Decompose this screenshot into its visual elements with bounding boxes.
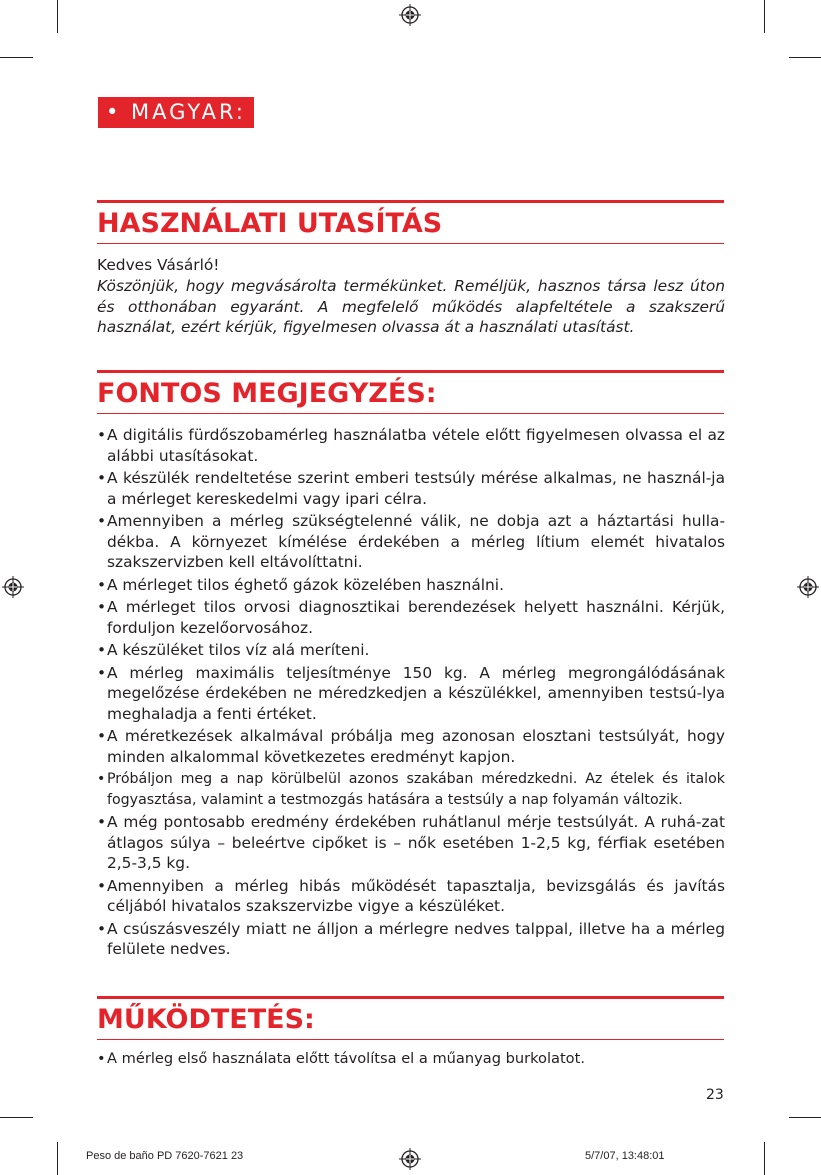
list-item: • A készüléket tilos víz alá meríteni. xyxy=(97,640,725,661)
section-rule xyxy=(97,370,724,373)
page-number: 23 xyxy=(706,1087,724,1103)
section-rule xyxy=(97,200,724,203)
instructions-heading: HASZNÁLATI UTASÍTÁS xyxy=(97,208,443,239)
crop-mark xyxy=(764,1142,765,1175)
list-item: • Próbáljon meg a nap körülbelül azonos szakában méredzkedni. Az ételek és italok fogyasztása, valamint a testmozgás hatására a testsúly a nap folyamán változik. xyxy=(97,769,725,810)
section-rule xyxy=(97,1039,724,1040)
intro-paragraph: Köszönjük, hogy megvásárolta termékünket. Reméljük, hasznos társa lesz úton és otthonában egyaránt. A megfelelő működés alapfeltétele a szakszerű használat, ezért kérjük, figyelmesen olvassa át a használati utasítást. xyxy=(97,277,725,336)
list-item: • A mérleget tilos orvosi diagnosztikai berendezések helyett használni. Kérjük, forduljon kezelőorvosához. xyxy=(97,597,725,638)
language-tag: • MAGYAR: xyxy=(98,97,254,128)
registration-mark-icon xyxy=(2,576,24,598)
list-item: • A készülék rendeltetése szerint emberi testsúly mérése alkalmas, ne használ-ja a mérleget kereskedelmi vagy ipari célra. xyxy=(97,468,725,509)
crop-mark xyxy=(789,1117,821,1118)
registration-mark-icon xyxy=(797,576,819,598)
list-item: • A mérleget tilos éghető gázok közelében használni. xyxy=(97,575,725,596)
footer-timestamp: 5/7/07, 13:48:01 xyxy=(585,1150,665,1162)
crop-mark xyxy=(0,57,33,58)
section-rule xyxy=(97,243,724,244)
list-item: • Amennyiben a mérleg hibás működését tapasztalja, bevizsgálás és javítás céljából hivatalos szakszervizbe vigye a készüléket. xyxy=(97,876,725,917)
list-item: • A még pontosabb eredmény érdekében ruhátlanul mérje testsúlyát. A ruhá-zat átlagos súlya – beleértve cipőket is – nők esetében 1-2,5 kg, férfiak esetében 2,5-3,5 kg. xyxy=(97,812,725,874)
important-list xyxy=(97,425,725,962)
crop-mark xyxy=(57,1142,58,1175)
crop-mark xyxy=(57,0,58,33)
list-item: • A digitális fürdőszobamérleg használatba vétele előtt figyelmesen olvassa el az alábbi utasításokat. xyxy=(97,425,725,466)
footer-file: Peso de baño PD 7620-7621 23 xyxy=(86,1150,244,1162)
operation-list xyxy=(97,1049,725,1072)
section-rule xyxy=(97,413,724,414)
list-item: • A mérleg első használata előtt távolítsa el a műanyag burkolatot. xyxy=(97,1049,725,1070)
list-item: • A csúszásveszély miatt ne álljon a mérlegre nedves talppal, illetve ha a mérleg felülete nedves. xyxy=(97,919,725,960)
crop-mark xyxy=(764,0,765,33)
important-heading: FONTOS MEGJEGYZÉS: xyxy=(97,378,437,409)
section-rule xyxy=(97,996,724,999)
greeting: Kedves Vásárló! xyxy=(97,256,220,274)
crop-mark xyxy=(789,57,821,58)
operation-heading: MŰKÖDTETÉS: xyxy=(97,1004,315,1035)
crop-mark xyxy=(0,1117,33,1118)
registration-mark-icon xyxy=(399,4,421,26)
list-item: • Amennyiben a mérleg szükségtelenné válik, ne dobja azt a háztartási hulla-dékba. A környezet kímélése érdekében a mérleg lítium elemét hivatalos szakszervizben kell eltávolíttatni. xyxy=(97,511,725,573)
list-item: • A mérleg maximális teljesítménye 150 kg. A mérleg megrongálódásának megelőzése érdekében ne méredzkedjen a készülékkel, amennyiben testsú-lya meghaladja a fenti értéket. xyxy=(97,663,725,725)
registration-mark-icon xyxy=(399,1148,421,1170)
list-item: • A méretkezések alkalmával próbálja meg azonosan elosztani testsúlyát, hogy minden alkalommal következetes eredményt kapjon. xyxy=(97,726,725,767)
